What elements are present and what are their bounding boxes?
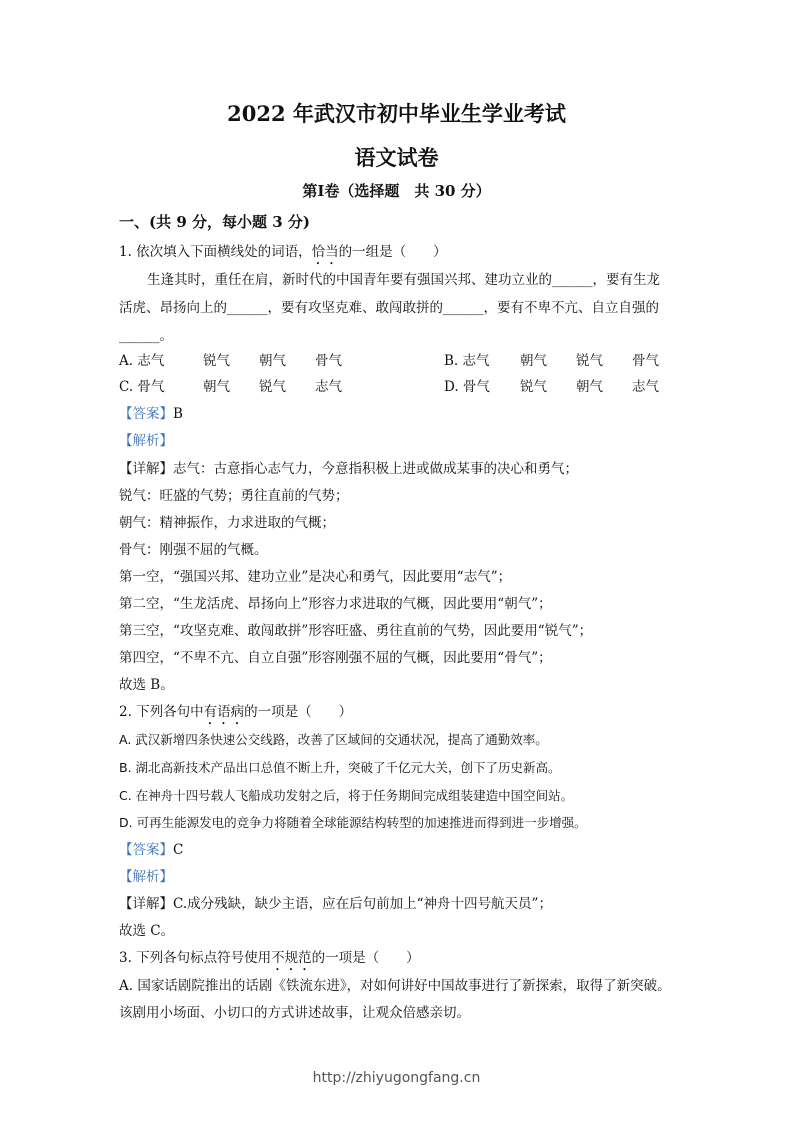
q3-stem-pre: 3. 下列各句标点符号使用 bbox=[119, 950, 272, 966]
q1-passage-line-3: ______。 bbox=[119, 328, 173, 344]
q2-answer-value: C bbox=[173, 842, 184, 858]
q1-option-a-word-4: 骨气 bbox=[315, 353, 342, 369]
q2-option-b: B. 湖北高新技术产品出口总值不断上升，突破了千亿元大关，创下了历史新高。 bbox=[119, 760, 561, 775]
q1-option-a-word-1: A. 志气 bbox=[119, 353, 165, 369]
q1-option-d-word-4: 志气 bbox=[632, 379, 659, 395]
q3-option-a-line-1: A. 国家话剧院推出的话剧《铁流东进》，对如何讲好中国故事进行了新探索，取得了新突破。 bbox=[119, 978, 671, 994]
q2-option-c: C. 在神舟十四号载人飞船成功发射之后，将于任务期间完成组装建造中国空间站。 bbox=[119, 788, 574, 803]
q1-detail-3: 朝气：精神振作，力求进取的气概； bbox=[119, 515, 335, 531]
q1-option-a-word-3: 朝气 bbox=[259, 353, 286, 369]
q1-detail-text-1: 志气：古意指心志气力，今意指积极上进或做成某事的决心和勇气； bbox=[173, 461, 578, 477]
q2-option-d: D. 可再生能源发电的竞争力将随着全球能源结构转型的加速推进而得到进一步增强。 bbox=[119, 815, 587, 830]
q1-detail-tag: 【详解】 bbox=[119, 461, 173, 477]
q1-option-c-word-3: 锐气 bbox=[259, 379, 286, 395]
q1-option-b-word-3: 锐气 bbox=[576, 353, 603, 369]
q1-option-d bbox=[444, 377, 688, 397]
q2-answer bbox=[119, 840, 183, 860]
q1-option-c-word-4: 志气 bbox=[315, 379, 342, 395]
q1-detail-5: 第一空，“强国兴邦、建功立业”是决心和勇气，因此要用“志气”； bbox=[119, 569, 512, 585]
q1-passage-line-2: 活虎、昂扬向上的______，要有攻坚克难、敢闯敢拼的______，要有不卑不亢、自立自强的 bbox=[119, 300, 659, 316]
exam-title: 2022 年武汉市初中毕业生学业考试 bbox=[227, 101, 566, 126]
q1-passage-line-1: 生逢其时，重任在肩，新时代的中国青年要有强国兴邦、建功立业的______，要有生龙 bbox=[147, 272, 660, 288]
q1-detail-4: 骨气：刚强不屈的气概。 bbox=[119, 542, 268, 558]
q2-detail bbox=[119, 894, 552, 914]
q1-detail-7: 第三空，“攻坚克难、敢闯敢拼”形容旺盛、勇往直前的气势，因此要用“锐气”； bbox=[119, 623, 593, 639]
q1-option-b-word-4: 骨气 bbox=[632, 353, 659, 369]
q1-detail-2: 锐气：旺盛的气势；勇往直前的气势； bbox=[119, 488, 349, 504]
q3-option-a-line-2: 该剧用小场面、小切口的方式讲述故事，让观众倍感亲切。 bbox=[119, 1005, 470, 1021]
q1-conclusion: 故选 B。 bbox=[119, 677, 174, 693]
q1-option-b-word-2: 朝气 bbox=[520, 353, 547, 369]
footer-url: http://zhiyugongfang.cn bbox=[312, 1070, 481, 1086]
section-title: 第Ⅰ卷（选择题 共 30 分） bbox=[302, 182, 491, 200]
q1-option-a-word-2: 锐气 bbox=[203, 353, 230, 369]
q1-stem-pre: 1. 依次填入下面横线处的词语， bbox=[119, 244, 312, 260]
exam-subtitle: 语文试卷 bbox=[354, 145, 439, 170]
q3-stem bbox=[119, 948, 420, 974]
q1-answer-tag: 【答案】 bbox=[119, 406, 173, 422]
q2-detail-text: C.成分残缺，缺少主语，应在后句前加上“神舟十四号航天员”； bbox=[173, 896, 552, 912]
q2-analysis-tag: 【解析】 bbox=[119, 869, 173, 885]
q1-option-a bbox=[119, 351, 371, 371]
q2-stem-emphasis: 有语病 bbox=[203, 704, 245, 720]
q1-option-c bbox=[119, 377, 371, 397]
q2-answer-tag: 【答案】 bbox=[119, 842, 173, 858]
q1-option-d-word-1: D. 骨气 bbox=[444, 379, 490, 395]
q1-option-c-word-2: 朝气 bbox=[203, 379, 230, 395]
q2-detail-tag: 【详解】 bbox=[119, 896, 173, 912]
q2-conclusion: 故选 C。 bbox=[119, 923, 175, 939]
q1-stem-post: 的一组是（ ） bbox=[338, 244, 447, 260]
q1-analysis-tag: 【解析】 bbox=[119, 433, 173, 449]
q1-detail-8: 第四空，“不卑不亢、自立自强”形容刚强不屈的气概，因此要用“骨气”； bbox=[119, 650, 552, 666]
part-heading: 一、(共 9 分，每小题 3 分) bbox=[119, 213, 310, 231]
q1-option-d-word-3: 朝气 bbox=[576, 379, 603, 395]
q3-stem-emphasis: 不规范 bbox=[271, 950, 312, 966]
q2-stem bbox=[119, 702, 352, 728]
q1-option-d-word-2: 锐气 bbox=[520, 379, 547, 395]
q1-option-c-word-1: C. 骨气 bbox=[119, 379, 165, 395]
q2-stem-post: 的一项是（ ） bbox=[244, 704, 353, 720]
q3-stem-post: 的一项是（ ） bbox=[311, 950, 420, 966]
q1-option-b bbox=[444, 351, 688, 371]
q1-detail-1 bbox=[119, 459, 578, 479]
q1-stem bbox=[119, 242, 447, 268]
q1-answer-value: B bbox=[173, 406, 183, 422]
q2-option-a: A. 武汉新增四条快速公交线路，改善了区域间的交通状况，提高了通勤效率。 bbox=[119, 732, 548, 747]
q1-stem-emphasis: 恰当 bbox=[311, 244, 339, 260]
q1-detail-6: 第二空，“生龙活虎、昂扬向上”形容力求进取的气概，因此要用“朝气”； bbox=[119, 596, 552, 612]
q1-option-b-word-1: B. 志气 bbox=[444, 353, 490, 369]
q2-stem-pre: 2. 下列各句中 bbox=[119, 704, 204, 720]
q1-answer bbox=[119, 404, 183, 424]
